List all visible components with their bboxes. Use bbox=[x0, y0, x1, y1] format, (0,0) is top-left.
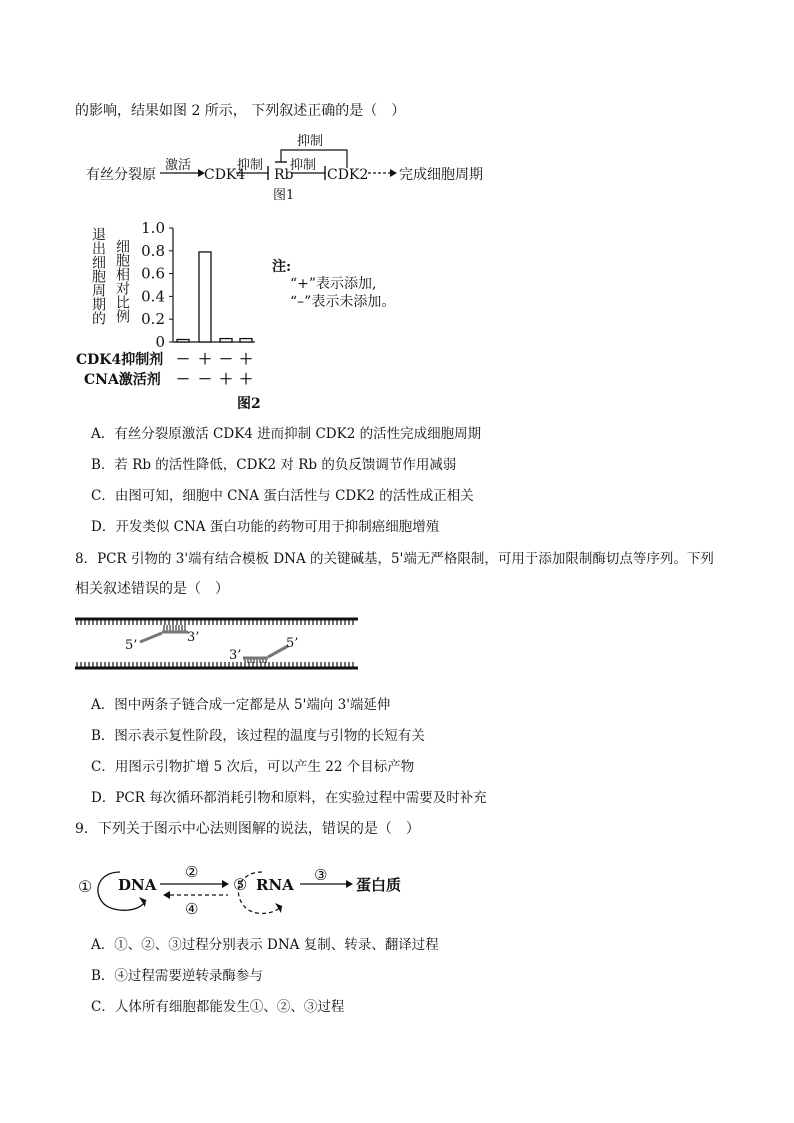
rna-label: RNA bbox=[256, 876, 294, 894]
cna-activator-row-label: CNA激活剂 bbox=[84, 372, 161, 388]
process-3-number: ③ bbox=[314, 866, 328, 884]
process-5-number: ⑤ bbox=[233, 875, 248, 894]
sign-cell: ＋ bbox=[239, 372, 253, 388]
y-tick-label: 0 bbox=[155, 333, 165, 351]
arrowhead-icon bbox=[222, 880, 229, 888]
process-2-number: ② bbox=[185, 863, 199, 881]
primer-2-3-prime: 3’ bbox=[229, 648, 242, 663]
cdk4-inhibitor-row-label: CDK4抑制剂 bbox=[76, 352, 164, 368]
q8-option-c[interactable]: C．用图示引物扩增 5 次后，可以产生 22 个目标产物 bbox=[91, 759, 415, 775]
question-8-stem-line-1: 8．PCR 引物的 3'端有结合模板 DNA 的关键碱基，5'端无严格限制，可用于添加限制酶切点等序列。下列 bbox=[75, 551, 714, 567]
q9-option-b[interactable]: B．④过程需要逆转录酶参与 bbox=[91, 968, 263, 984]
bar-1 bbox=[177, 340, 189, 343]
primer-1-5-prime: 5’ bbox=[125, 638, 138, 653]
y-tick-label: 0.4 bbox=[141, 287, 165, 306]
y-axis-label-2: 细胞相对比例 bbox=[114, 239, 130, 323]
y-tick-label: 1.0 bbox=[141, 219, 165, 237]
q7-option-a[interactable]: A．有丝分裂原激活 CDK4 进而抑制 CDK2 的活性完成细胞周期 bbox=[91, 426, 482, 442]
sign-cell: ＋ bbox=[219, 372, 233, 388]
arrowhead-icon bbox=[163, 891, 170, 899]
figure-2-bar-chart bbox=[0, 215, 794, 415]
primer-1-3-prime: 3’ bbox=[187, 630, 200, 645]
question-7-stem-tail: 的影响，结果如图 2 所示， 下列叙述正确的是（ ） bbox=[75, 103, 406, 119]
bar-4 bbox=[240, 339, 252, 342]
process-1-number: ① bbox=[78, 877, 93, 896]
cdk2-label: CDK2 bbox=[327, 167, 369, 183]
inhibit-label-2: 抑制 bbox=[290, 158, 317, 173]
primer-2-tail bbox=[268, 646, 288, 657]
pcr-primer-diagram bbox=[0, 612, 794, 674]
q7-option-b[interactable]: B．若 Rb 的活性降低，CDK2 对 Rb 的负反馈调节作用减弱 bbox=[91, 457, 457, 473]
sign-cell: － bbox=[176, 372, 190, 388]
question-8-stem-line-2: 相关叙述错误的是（ ） bbox=[75, 581, 229, 597]
central-dogma-diagram bbox=[0, 850, 794, 925]
primer-1-tail bbox=[140, 633, 162, 642]
arrowhead-icon bbox=[275, 903, 282, 913]
primer-2-5-prime: 5’ bbox=[286, 636, 299, 651]
cdk4-label: CDK4 bbox=[204, 167, 246, 183]
bar-2 bbox=[199, 252, 211, 342]
y-tick-label: 0.2 bbox=[141, 310, 165, 329]
rb-label: Rb bbox=[274, 167, 294, 183]
q8-option-a[interactable]: A．图中两条子链合成一定都是从 5'端向 3'端延伸 bbox=[91, 697, 391, 713]
y-tick-label: 0.8 bbox=[141, 241, 165, 260]
sign-cell: － bbox=[219, 352, 233, 368]
q9-option-a[interactable]: A．①、②、③过程分别表示 DNA 复制、转录、翻译过程 bbox=[91, 937, 439, 953]
protein-label: 蛋白质 bbox=[356, 876, 402, 894]
inhibit-label-1: 抑制 bbox=[237, 158, 264, 173]
arrowhead-icon bbox=[346, 880, 353, 888]
mitogen-label: 有丝分裂原 bbox=[86, 167, 156, 183]
q8-option-d[interactable]: D．PCR 每次循环都消耗引物和原料，在实验过程中需要及时补充 bbox=[91, 790, 487, 806]
sign-cell: ＋ bbox=[239, 352, 253, 368]
dna-label: DNA bbox=[118, 876, 157, 894]
process-4-number: ④ bbox=[185, 900, 199, 918]
note-minus: “–”表示未添加。 bbox=[290, 294, 396, 310]
q7-option-c[interactable]: C．由图可知，细胞中 CNA 蛋白活性与 CDK2 的活性成正相关 bbox=[91, 488, 474, 504]
note-plus: “+”表示添加, bbox=[290, 276, 377, 292]
sign-cell: － bbox=[198, 372, 212, 388]
feedback-inhibit-label: 抑制 bbox=[297, 134, 324, 149]
sign-cell: ＋ bbox=[198, 352, 212, 368]
activate-label: 激活 bbox=[165, 158, 192, 173]
y-tick-label: 0.6 bbox=[141, 264, 165, 283]
figure-1-diagram bbox=[0, 128, 794, 208]
note-title: 注: bbox=[272, 259, 292, 275]
q9-option-c[interactable]: C．人体所有细胞都能发生①、②、③过程 bbox=[91, 999, 345, 1015]
figure-1-caption: 图1 bbox=[273, 188, 295, 203]
question-9-stem: 9．下列关于图示中心法则图解的说法，错误的是（ ） bbox=[75, 821, 420, 837]
arrowhead-icon bbox=[390, 169, 397, 177]
figure-2-caption: 图2 bbox=[237, 396, 261, 412]
sign-cell: － bbox=[176, 352, 190, 368]
y-axis-label-1: 退出细胞周期的 bbox=[90, 227, 106, 325]
complete-cycle-label: 完成细胞周期 bbox=[399, 167, 483, 183]
q7-option-d[interactable]: D．开发类似 CNA 蛋白功能的药物可用于抑制癌细胞增殖 bbox=[91, 519, 440, 535]
bar-3 bbox=[220, 339, 232, 342]
q8-option-b[interactable]: B．图示表示复性阶段，该过程的温度与引物的长短有关 bbox=[91, 728, 425, 744]
